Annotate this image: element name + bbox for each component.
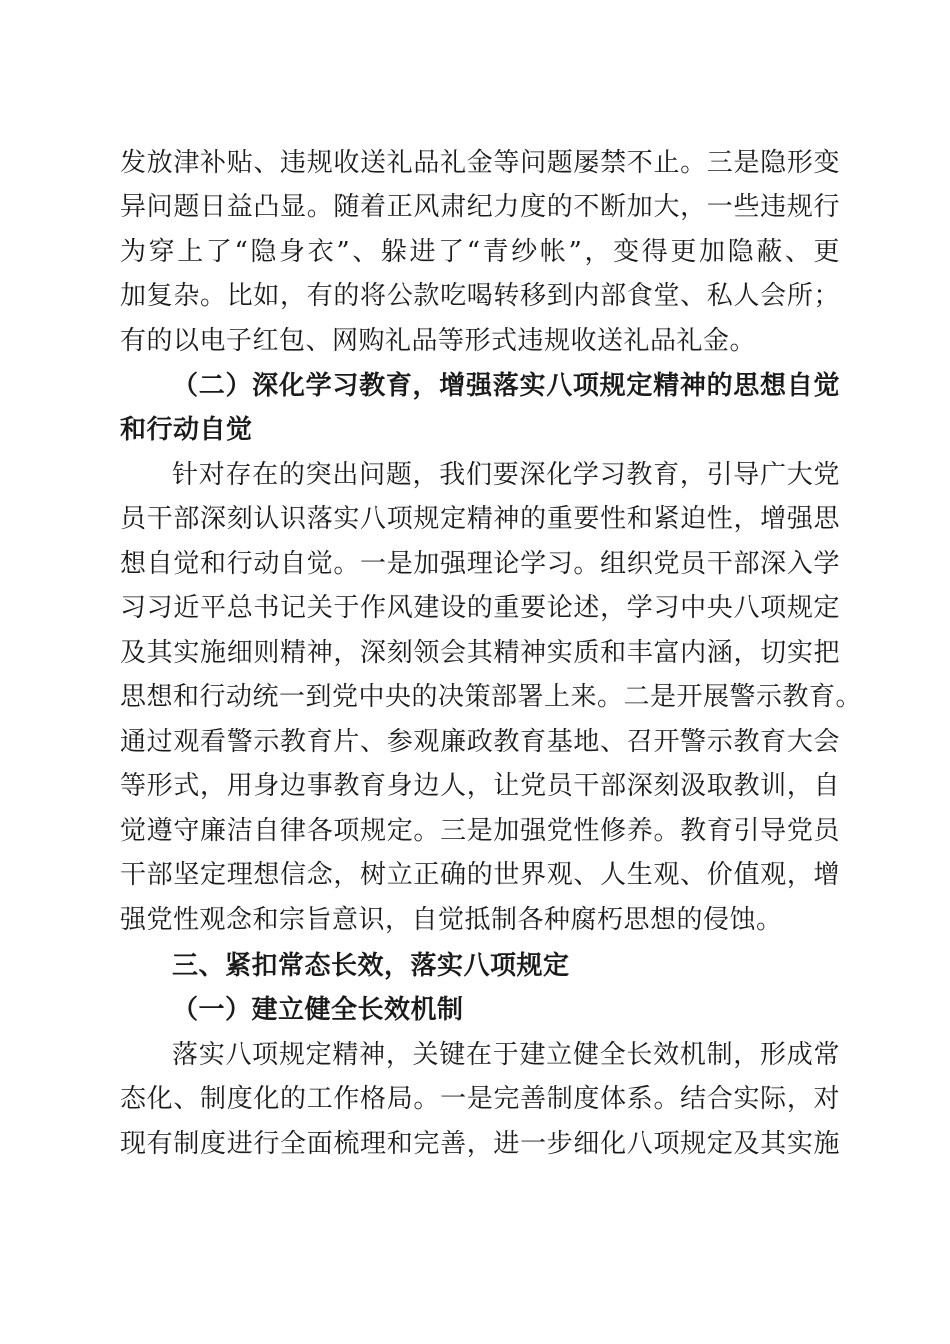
body-line: 觉遵守廉洁自律各项规定。三是加强党性修养。教育引导党员 (120, 816, 840, 846)
section-heading-3-1: （一）建立健全长效机制 (172, 995, 464, 1025)
body-line: 发放津补贴、违规收送礼品礼金等问题屡禁不止。三是隐形变 (120, 148, 840, 178)
body-line: 习习近平总书记关于作风建设的重要论述，学习中央八项规定 (120, 593, 840, 623)
body-line: 及其实施细则精神，深刻领会其精神实质和丰富内涵，切实把 (120, 638, 840, 668)
body-line: 为穿上了“隐身衣”、躲进了“青纱帐”，变得更加隐蔽、更 (120, 237, 840, 267)
section-heading-2-2-continued: 和行动自觉 (120, 415, 253, 445)
section-heading-2-2: （二）深化学习教育，增强落实八项规定精神的思想自觉 (172, 371, 840, 401)
body-line: 落实八项规定精神，关键在于建立健全长效机制，形成常 (172, 1040, 840, 1070)
body-line: 想自觉和行动自觉。一是加强理论学习。组织党员干部深入学 (120, 549, 840, 579)
body-line: 针对存在的突出问题，我们要深化学习教育，引导广大党 (172, 460, 840, 490)
body-line: 加复杂。比如，有的将公款吃喝转移到内部食堂、私人会所； (120, 281, 840, 311)
body-line: 强党性观念和宗旨意识，自觉抵制各种腐朽思想的侵蚀。 (120, 905, 783, 935)
body-line: 员干部深刻认识落实八项规定精神的重要性和紧迫性，增强思 (120, 504, 840, 534)
body-line: 等形式，用身边事教育身边人，让党员干部深刻汲取教训，自 (120, 771, 840, 801)
body-line: 现有制度进行全面梳理和完善，进一步细化八项规定及其实施 (120, 1129, 840, 1159)
body-line: 通过观看警示教育片、参观廉政教育基地、召开警示教育大会 (120, 727, 840, 757)
body-line: 干部坚定理想信念，树立正确的世界观、人生观、价值观，增 (120, 860, 840, 890)
body-line: 异问题日益凸显。随着正风肃纪力度的不断加大，一些违规行 (120, 192, 840, 222)
section-heading-3: 三、紧扣常态长效，落实八项规定 (172, 951, 570, 981)
body-line: 思想和行动统一到党中央的决策部署上来。二是开展警示教育。 (120, 682, 863, 712)
body-line: 有的以电子红包、网购礼品等形式违规收送礼品礼金。 (120, 326, 757, 356)
body-line: 态化、制度化的工作格局。一是完善制度体系。结合实际，对 (120, 1084, 840, 1114)
